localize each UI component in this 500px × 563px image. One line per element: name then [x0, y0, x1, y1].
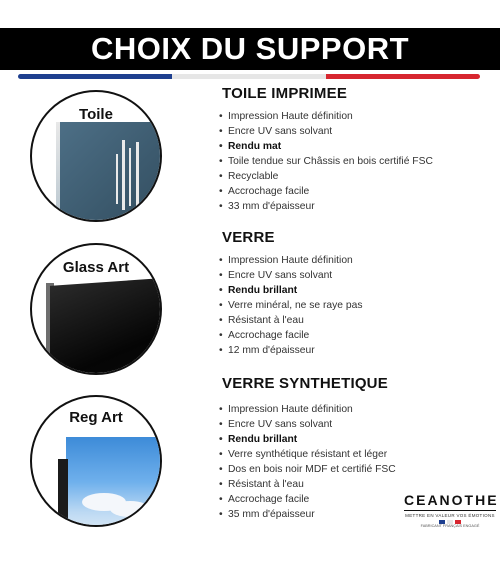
list-item: • 12 mm d'épaisseur	[218, 343, 363, 358]
section-title-verre-synthetique: VERRE SYNTHETIQUE	[222, 375, 388, 392]
list-item: • Impression Haute définition	[218, 109, 433, 124]
reg-art-image	[30, 395, 162, 527]
list-item: • Accrochage facile	[218, 184, 433, 199]
list-item: • Accrochage facile	[218, 492, 396, 507]
list-item: • Encre UV sans solvant	[218, 417, 396, 432]
section-title-verre: VERRE	[222, 229, 275, 246]
brand-name: CEANOTHE	[404, 492, 499, 508]
list-item: • Verre synthétique résistant et léger	[218, 447, 396, 462]
list-item: • Rendu brillant	[218, 432, 396, 447]
list-item: • Rendu brillant	[218, 283, 363, 298]
list-item: • Dos en bois noir MDF et certifié FSC	[218, 462, 396, 477]
list-item: • 35 mm d'épaisseur	[218, 507, 396, 522]
brand-tagline: METTRE EN VALEUR VOS ÉMOTIONS	[405, 513, 495, 518]
list-item: • Encre UV sans solvant	[218, 124, 433, 139]
toile-image	[30, 90, 162, 222]
page-title: CHOIX DU SUPPORT	[90, 31, 410, 66]
feature-list-verre-synthetique	[218, 402, 396, 522]
list-item: • Accrochage facile	[218, 328, 363, 343]
list-item: • Toile tendue sur Châssis en bois certifié FSC	[218, 154, 433, 169]
list-item: • Impression Haute définition	[218, 402, 396, 417]
reg-art-label: Reg Art	[69, 409, 123, 426]
list-item: • Encre UV sans solvant	[218, 268, 363, 283]
brand-subtitle: FABRICANT FRANÇAIS ENGAGÉ	[420, 524, 480, 528]
brand-logo	[404, 492, 499, 528]
french-flag-divider	[18, 74, 480, 79]
feature-list-toile	[218, 109, 433, 214]
list-item: • 33 mm d'épaisseur	[218, 199, 433, 214]
section-title-toile: TOILE IMPRIMEE	[222, 85, 348, 102]
list-item: • Impression Haute définition	[218, 253, 363, 268]
list-item: • Résistant à l'eau	[218, 313, 363, 328]
feature-list-verre	[218, 253, 363, 358]
list-item: • Rendu mat	[218, 139, 433, 154]
page-header	[0, 28, 500, 70]
list-item: • Verre minéral, ne se raye pas	[218, 298, 363, 313]
glass-art-image	[30, 243, 162, 375]
list-item: • Résistant à l'eau	[218, 477, 396, 492]
glass-art-label: Glass Art	[62, 259, 130, 276]
list-item: • Recyclable	[218, 169, 433, 184]
toile-label: Toile	[79, 106, 113, 123]
